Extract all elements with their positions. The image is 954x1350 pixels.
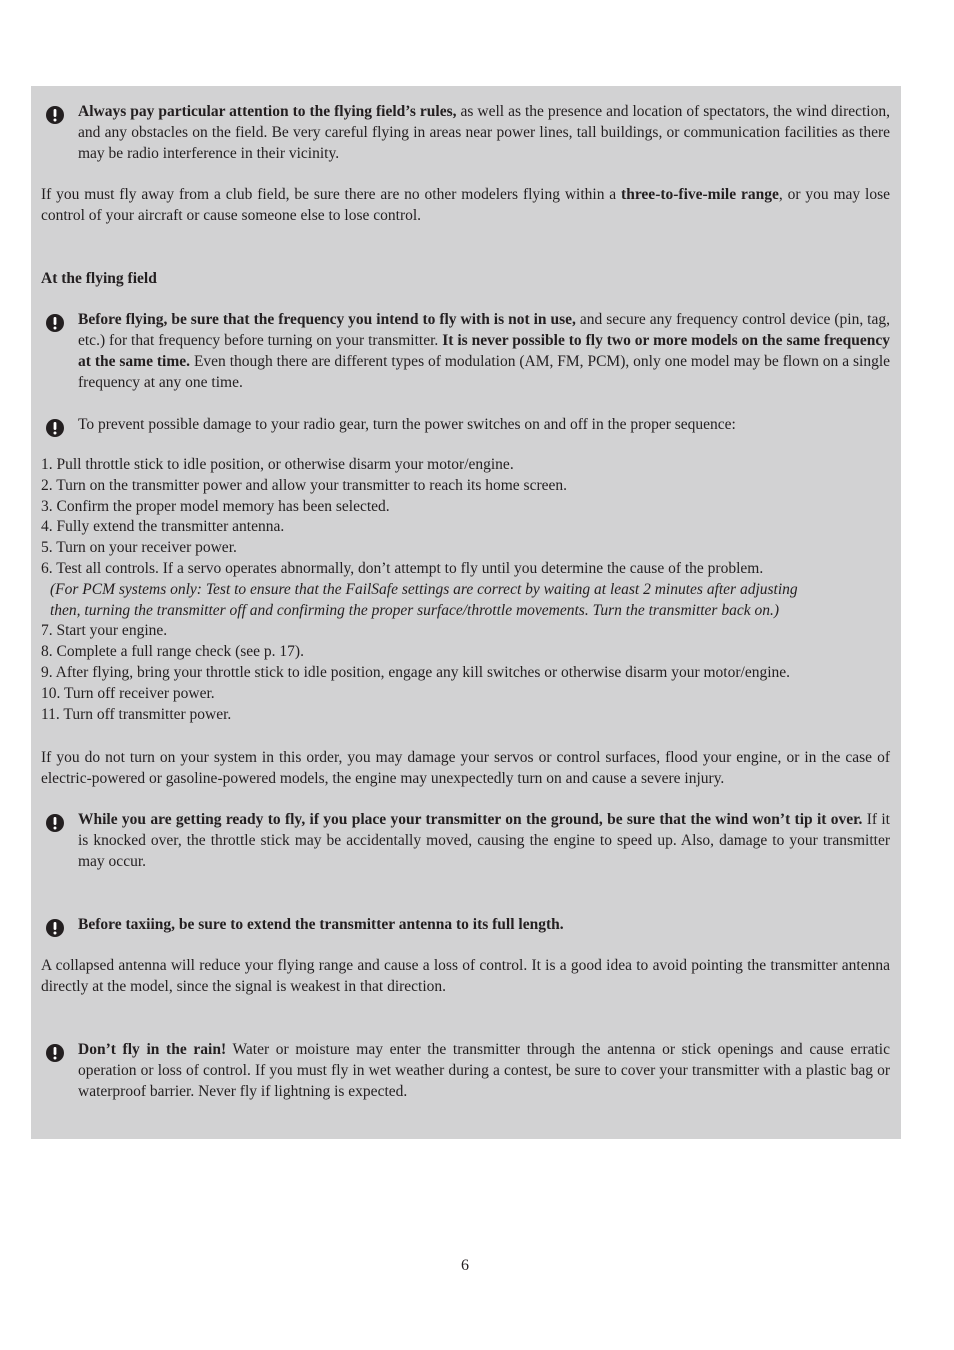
list-item: 10. Turn off receiver power.	[41, 684, 215, 702]
warning-field-rules-bold: Always pay particular attention to the flying field’s rules,	[78, 103, 457, 120]
antenna-paragraph: A collapsed antenna will reduce your flying range and cause a loss of control. It is a good idea to avoid pointing the transmitter antenna directly at the model, since the signal is weakest in that direction.	[41, 957, 890, 995]
club-field-text-1: If you must fly away from a club field, be sure there are no other modelers flying within a	[41, 186, 622, 203]
exclamation-circle-icon	[45, 313, 65, 333]
list-item: 11. Turn off transmitter power.	[41, 705, 232, 723]
warning-field-rules	[78, 101, 890, 164]
list-item: 8. Complete a full range check (see p. 17).	[41, 643, 304, 661]
section-heading: At the flying field	[41, 270, 157, 287]
list-item: 5. Turn on your receiver power.	[41, 539, 237, 557]
list-item: 9. After flying, bring your throttle stick to idle position, engage any kill switches or otherwise disarm your motor/engine.	[41, 663, 791, 681]
exclamation-circle-icon	[45, 813, 65, 833]
list-item: 2. Turn on the transmitter power and allow your transmitter to reach its home screen.	[41, 476, 568, 494]
exclamation-circle-icon	[45, 1043, 65, 1063]
warning-field-rules-text: as well as the presence and location of spectators, the wind direction, and any obstacles on the field. Be very careful flying in areas near power lines, tall buildings, or communication facilities as there may be radio interference in their vicinity.	[78, 103, 890, 162]
order-paragraph: If you do not turn on your system in this order, you may damage your servos or control surfaces, flood your engine, or in the case of electric-powered or gasoline-powered models, the engine may unexpectedly turn on and cause a severe injury.	[41, 749, 890, 787]
list-item: 6. Test all controls. If a servo operates abnormally, don’t attempt to fly until you determine the cause of the problem.	[41, 559, 764, 577]
list-item: 7. Start your engine.	[41, 622, 168, 640]
warning-rain-text: Water or moisture may enter the transmitter through the antenna or stick openings and cause erratic operation or loss of control. If you must fly in wet weather during a contest, be sure to cover your transmitter with a plastic bag or waterproof barrier. Never fly if lightning is expected.	[78, 1041, 890, 1100]
warning-ground-text: If it is knocked over, the throttle stick may be accidentally moved, causing the engine to speed up. Also, damage to your transmitter may occur.	[78, 811, 890, 870]
list-item: 3. Confirm the proper model memory has been selected.	[41, 497, 390, 515]
exclamation-circle-icon	[45, 105, 65, 125]
warning-frequency-bold-2: It is never possible to fly two or more models on the same frequency at the same time.	[78, 332, 890, 370]
warning-antenna-bold: Before taxiing, be sure to extend the transmitter antenna to its full length.	[78, 916, 564, 933]
warning-frequency	[78, 309, 890, 393]
warning-rain	[78, 1039, 890, 1102]
warning-rain-bold: Don’t fly in the rain!	[78, 1041, 227, 1058]
power-sequence-list	[41, 455, 901, 725]
list-item: 4. Fully extend the transmitter antenna.	[41, 518, 285, 536]
club-field-paragraph	[41, 184, 890, 226]
pcm-note-line: (For PCM systems only: Test to ensure that the FailSafe settings are correct by waiting at least 2 minutes after adjusting	[50, 580, 798, 598]
warning-antenna	[78, 914, 890, 935]
warning-power-sequence: To prevent possible damage to your radio gear, turn the power switches on and off in the proper sequence:	[78, 416, 736, 433]
list-item: 1. Pull throttle stick to idle position, or otherwise disarm your motor/engine.	[41, 456, 514, 473]
warning-frequency-text-1: and secure any frequency control device (pin, tag, etc.) for that frequency before turning on your transmitter.	[78, 311, 890, 349]
warning-ground	[78, 809, 890, 872]
exclamation-circle-icon	[45, 918, 65, 938]
exclamation-circle-icon	[45, 418, 65, 438]
page-number: 6	[461, 1257, 469, 1274]
club-field-range: three-to-five-mile range	[621, 186, 779, 203]
warning-ground-bold: While you are getting ready to fly, if you place your transmitter on the ground, be sure that the wind won’t tip it over.	[78, 811, 863, 828]
warning-frequency-bold-1: Before flying, be sure that the frequency you intend to fly with is not in use,	[78, 311, 576, 328]
warning-frequency-text-2: Even though there are different types of modulation (AM, FM, PCM), only one model may be flown on a single frequency at any one time.	[78, 353, 891, 391]
pcm-note-line: then, turning the transmitter off and confirming the proper surface/throttle movements. Turn the transmitter back on.)	[50, 601, 780, 619]
club-field-text-2: , or you may lose control of your aircraft or cause someone else to lose control.	[41, 186, 890, 224]
